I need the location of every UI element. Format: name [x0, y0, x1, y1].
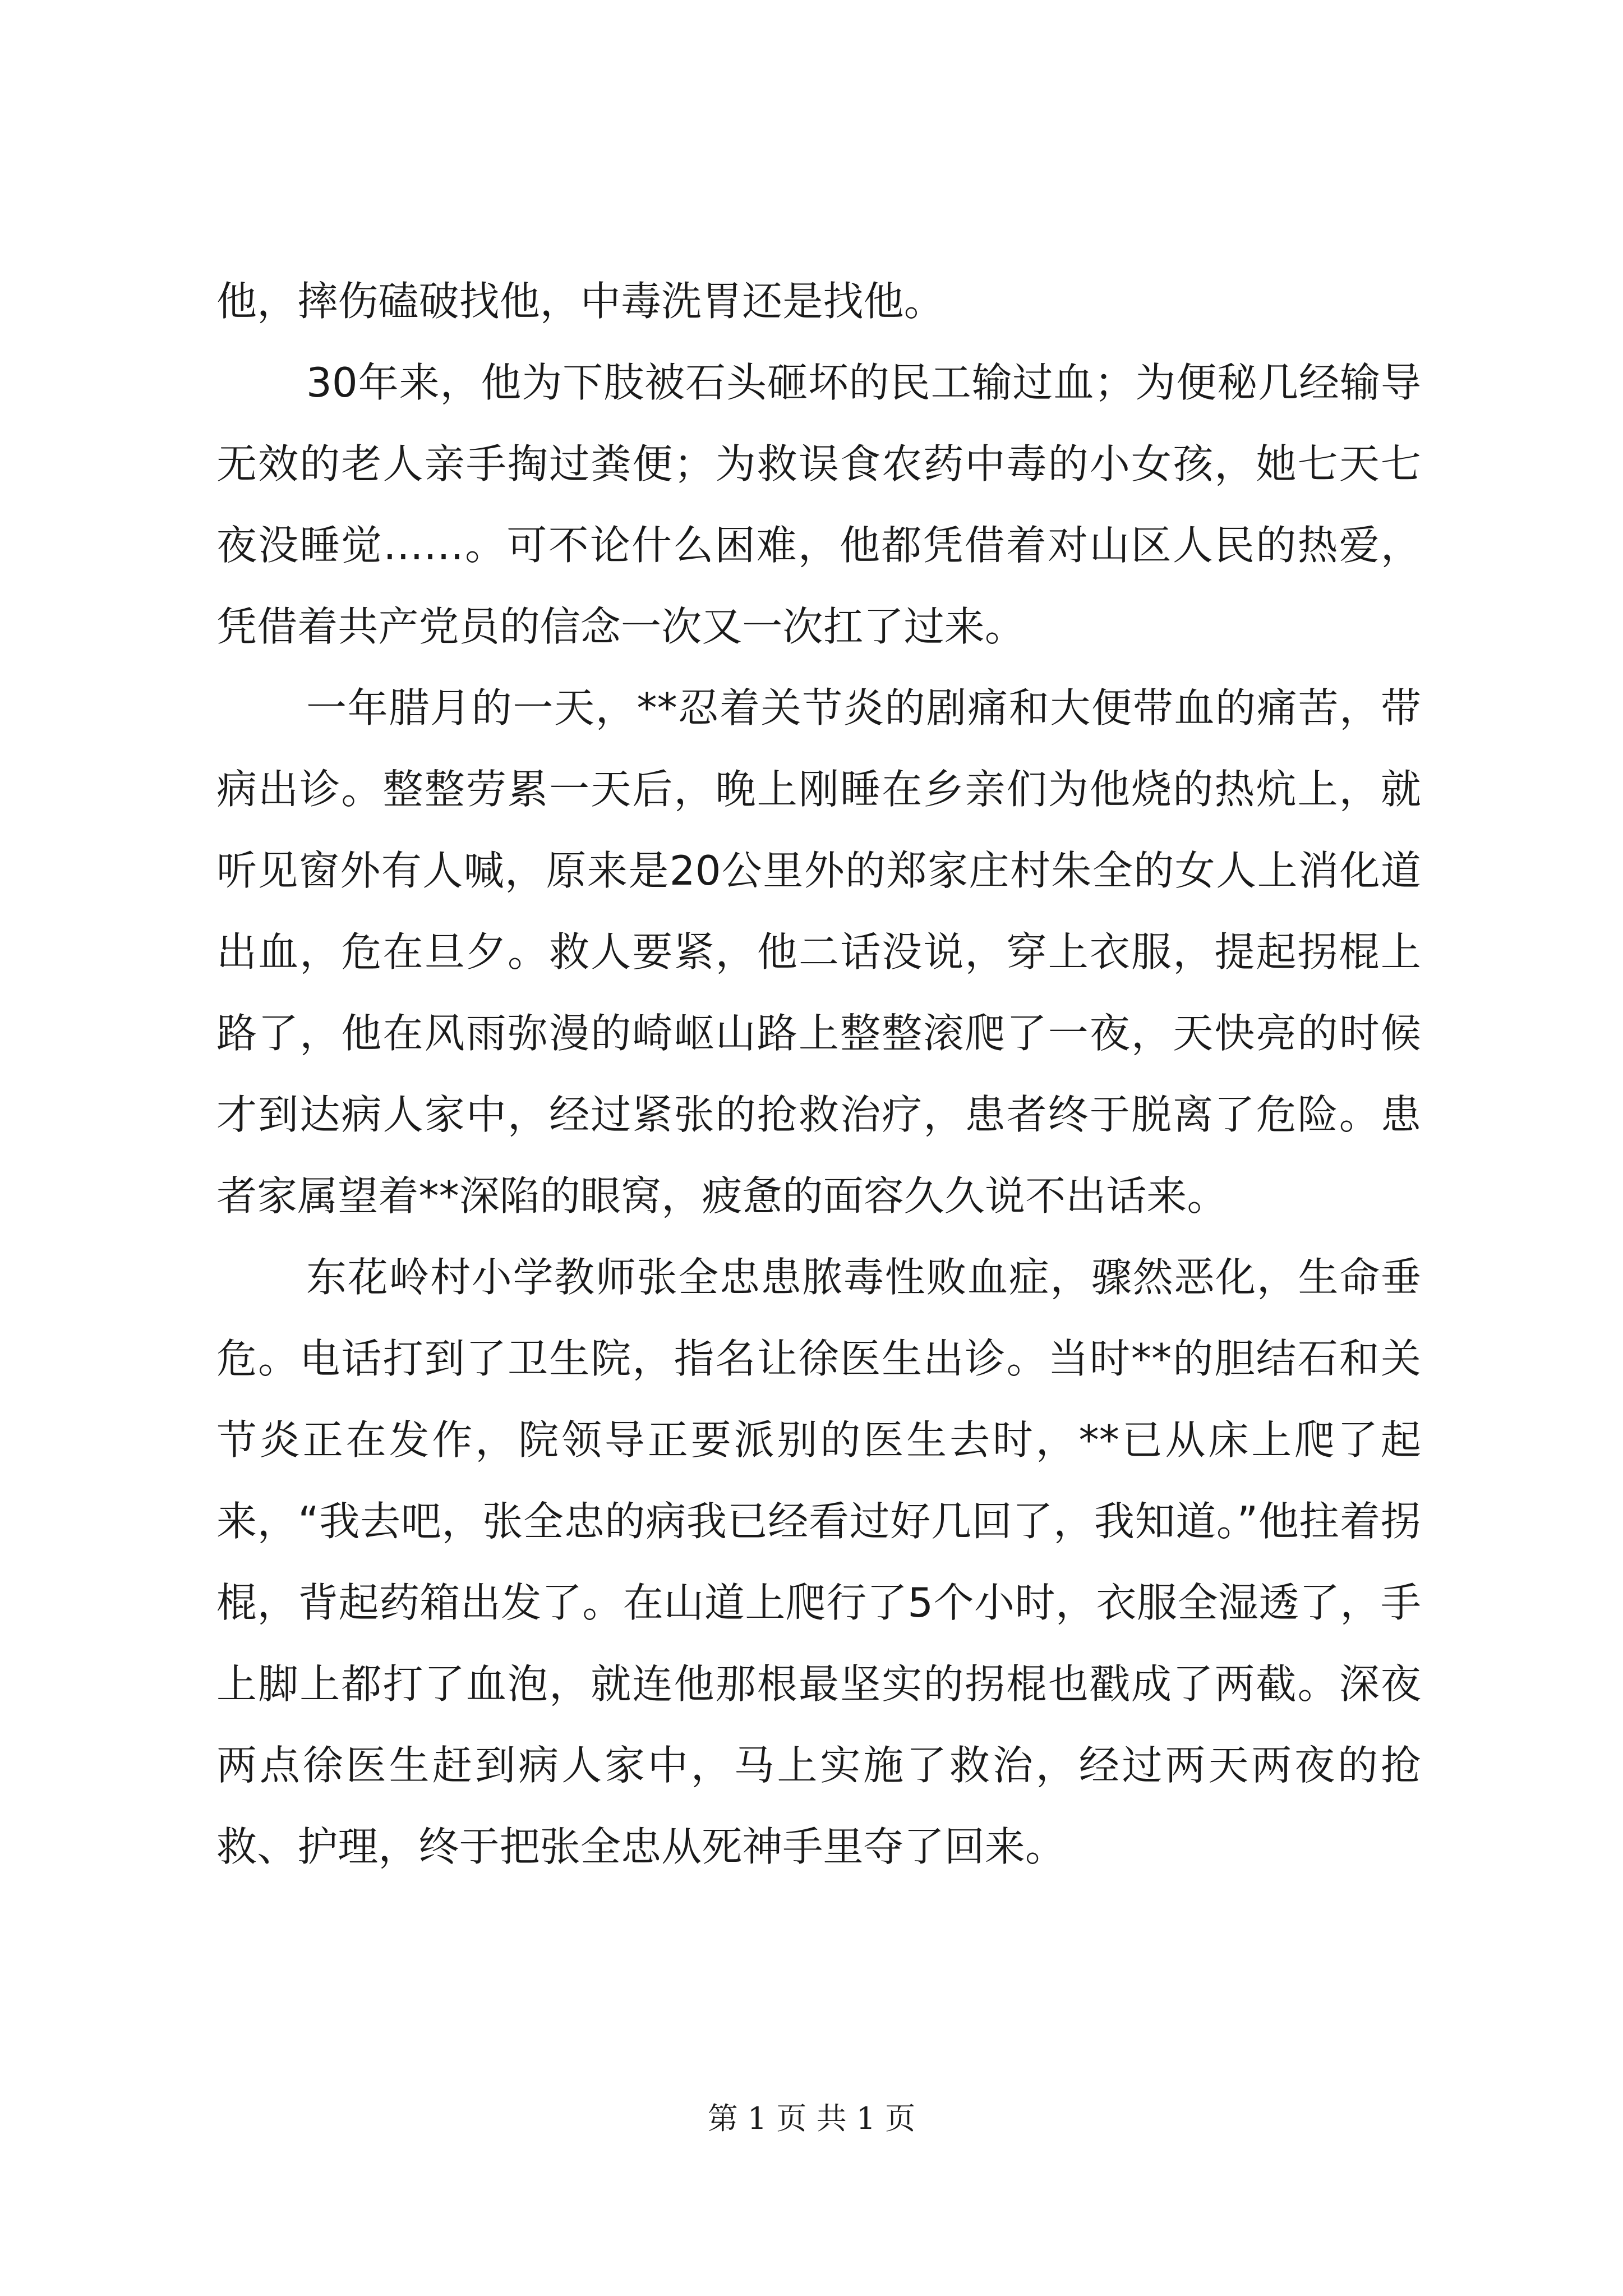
document-body: [216, 261, 1421, 1888]
page-number-footer: 第 1 页 共 1 页: [707, 2101, 916, 2136]
paragraph-continuation: 他，摔伤磕破找他，中毒洗胃还是找他。: [216, 278, 944, 325]
paragraph-winter-night-call: 一年腊月的一天，**忍着关节炎的剧痛和大便带血的痛苦，带病出诊。整整劳累一天后，晚上刚睡在乡亲们为他烧的热炕上，就听见窗外有人喊，原来是20公里外的郑家庄村朱全的女人上消化道出血，危在旦夕。救人要紧，他二话没说，穿上衣服，提起拐棍上路了，他在风雨弥漫的崎岖山路上整整滚爬了一夜，天快亮的时候才到达病人家中，经过紧张的抢救治疗，患者终于脱离了危险。患者家属望着**深陷的眼窝，疲惫的面容久久说不出话来。: [216, 684, 1421, 1220]
paragraph-teacher-rescue: 东花岭村小学教师张全忠患脓毒性败血症，骤然恶化，生命垂危。电话打到了卫生院，指名让徐医生出诊。当时**的胆结石和关节炎正在发作，院领导正要派别的医生去时，**已从床上爬了起来，“我去吧，张全忠的病我已经看过好几回了，我知道。”他拄着拐棍，背起药箱出发了。在山道上爬行了5个小时，衣服全湿透了，手上脚上都打了血泡，就连他那根最坚实的拐棍也戳成了两截。深夜两点徐医生赶到病人家中，马上实施了救治，经过两天两夜的抢救、护理，终于把张全忠从死神手里夺了回来。: [216, 1254, 1421, 1870]
paragraph-blood-transfusion: 30年来，他为下肢被石头砸坏的民工输过血；为便秘几经输导无效的老人亲手掏过粪便；为救误食农药中毒的小女孩，她七天七夜没睡觉……。可不论什么困难，他都凭借着对山区人民的热爱，凭借着共产党员的信念一次又一次扛了过来。: [216, 359, 1421, 650]
